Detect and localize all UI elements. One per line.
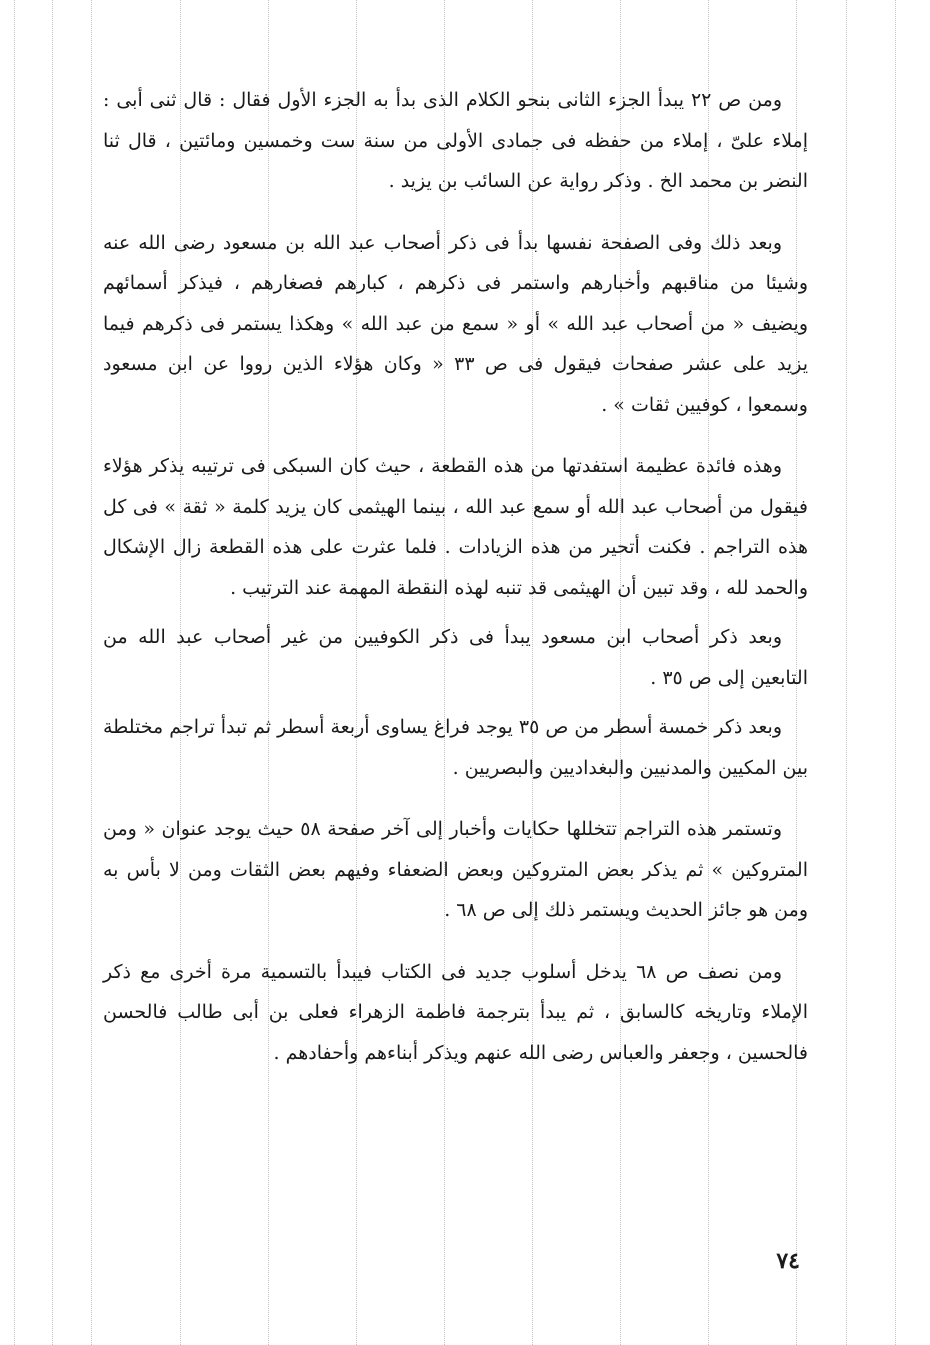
scan-guide-line bbox=[91, 0, 92, 1345]
page-number: ٧٤ bbox=[776, 1248, 800, 1274]
scan-guide-line bbox=[895, 0, 896, 1345]
body-text bbox=[103, 80, 808, 1073]
paragraph-abandoned-narrators: وتستمر هذه التراجم تتخللها حكايات وأخبار إلى آخر صفحة ٥٨ حيث يوجد عنوان « ومن المتروكين » ثم يذكر بعض المتروكين وبعض الضعفاء وفيهم بعض الثقات ومن لا بأس به ومن هو جائز الحديث ويستمر ذلك إلى ص ٦٨ . bbox=[103, 818, 808, 921]
scan-guide-line bbox=[52, 0, 53, 1345]
paragraph-new-style: ومن نصف ص ٦٨ يدخل أسلوب جديد فى الكتاب فيبدأ بالتسمية مرة أخرى مع ذكر الإملاء وتاريخه كالسابق ، ثم يبدأ بترجمة فاطمة الزهراء فعلى بن أبى طالب فالحسن فالحسين ، وجعفر والعباس رضى الله عنهم ويذكر أبناءهم وأحفادهم . bbox=[103, 960, 808, 1064]
paragraph-benefit-of-fragment: وهذه فائدة عظيمة استفدتها من هذه القطعة ، حيث كان السبكى فى ترتيبه يذكر هؤلاء فيقول من أصحاب عبد الله أو سمع عبد الله ، بينما الهيثمى كان يزيد كلمة « ثقة » فى كل هذه التراجم . فكنت أتحير من هذه الزيادات . فلما عثرت على هذه القطعة زال الإشكال والحمد لله ، وقد تبين أن الهيثمى قد تنبه لهذه النقطة المهمة عند الترتيب . bbox=[103, 455, 808, 599]
paragraph-companions-of-ibn-masud: وبعد ذلك وفى الصفحة نفسها بدأ فى ذكر أصحاب عبد الله بن مسعود رضى الله عنه وشيئا من مناقبهم وأخبارهم واستمر فى ذكرهم ، كبارهم فصغارهم ، فيذكر أسمائهم ويضيف « من أصحاب عبد الله » أو « سمع من عبد الله » وهكذا يستمر فى ذكرهم فيما يزيد على عشر صفحات فيقول فى ص ٣٣ « وكان هؤلاء الذين رووا عن ابن مسعود وسمعوا ، كوفيين ثقات » . bbox=[103, 231, 808, 416]
paragraph-kufan-followers: وبعد ذكر أصحاب ابن مسعود يبدأ فى ذكر الكوفيين من غير أصحاب عبد الله من التابعين إلى ص ٣٥ . bbox=[103, 626, 808, 689]
scan-guide-line bbox=[846, 0, 847, 1345]
paragraph-part-two-start: ومن ص ٢٢ يبدأ الجزء الثانى بنحو الكلام الذى بدأ به الجزء الأول فقال : قال ثنى أبى : إملاء علىّ ، إملاء من حفظه فى جمادى الأولى من سنة ست وخمسين ومائتين ، قال ثنا النضر بن محمد الخ . وذكر رواية عن السائب بن يزيد . bbox=[103, 89, 808, 192]
scan-guide-line bbox=[14, 0, 15, 1345]
paragraph-mixed-biographies: وبعد ذكر خمسة أسطر من ص ٣٥ يوجد فراغ يساوى أربعة أسطر ثم تبدأ تراجم مختلطة بين المكيين والمدنيين والبغداديين والبصريين . bbox=[103, 716, 808, 779]
